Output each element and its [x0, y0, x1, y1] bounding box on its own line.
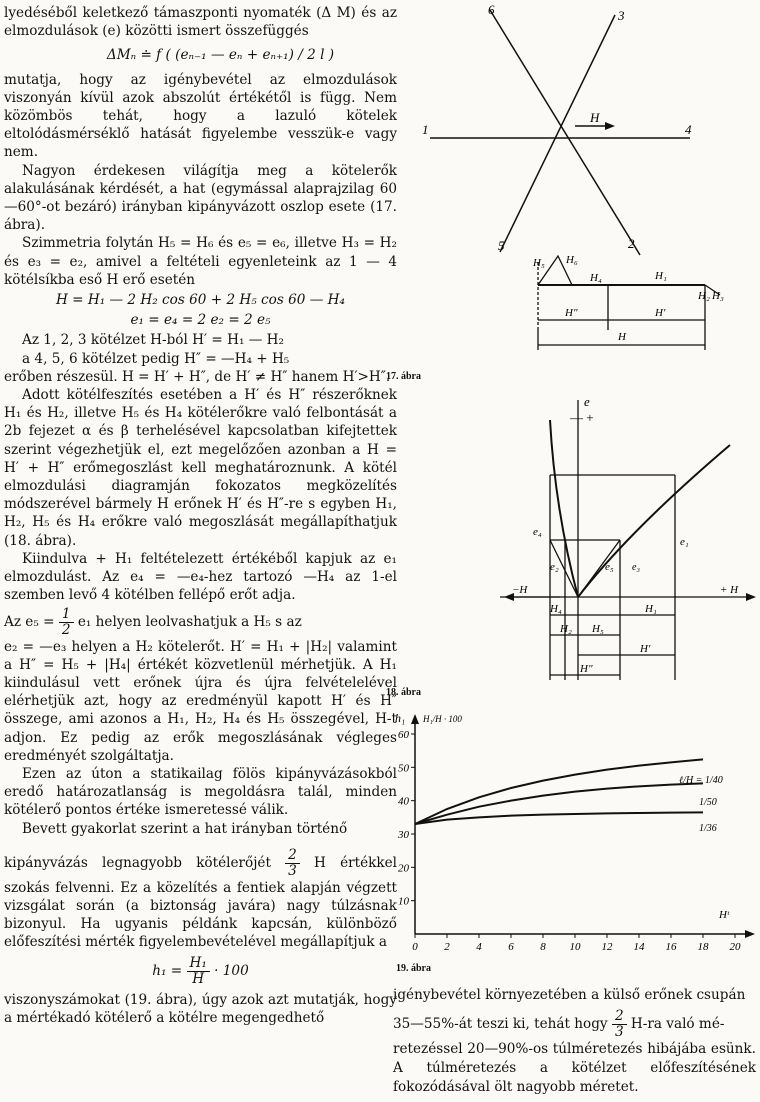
- paragraph-6: a 4, 5, 6 kötélzet pedig H″ = —H₄ + H₅: [22, 350, 290, 367]
- paragraph-13: Bevett gyakorlat szerint a hat irányban történő: [22, 820, 348, 837]
- x-tick-label: 20: [729, 941, 741, 953]
- paragraph-2: mutatja, hogy az igénybevétel az elmozdulások viszonyán kívül azok abszolút értékétől is függ. Nem közömbös tehát, hogy a lazuló kötelek eltolódásmérséklő hatását figyelembe vesszük-e vagy nem.: [4, 71, 397, 161]
- text-span: 35—55%-át teszi ki, tehát hogy: [393, 1016, 608, 1032]
- label-sign: — +: [570, 410, 594, 425]
- x-tick-label: 18: [697, 941, 709, 953]
- label-h4: H₄: [590, 272, 602, 284]
- figure-19-chart: [393, 700, 760, 968]
- right-column-text: [393, 986, 756, 1097]
- equation-h: H = H₁ — 2 H₂ cos 60 + 2 H₅ cos 60 — H₄: [56, 292, 345, 309]
- label-h1: H₁: [645, 603, 657, 615]
- x-tick-label: 10: [569, 941, 581, 953]
- text-span: Az e₅ =: [4, 613, 55, 630]
- right-paragraph-2: [393, 1009, 756, 1040]
- curve-right: [578, 445, 730, 597]
- fraction-two-thirds: [612, 1009, 627, 1040]
- frac-num: H₁: [187, 956, 210, 972]
- paragraph-11: e₂ = —e₃ helyen a H₂ kötelerőt. H′ = H₁ + |H₂| valamint a H″ = H₅ + |H₄| értékét közvetlenül mérhetjük. A H₁ kiindulásul vett erőnek újra és újra felvételelével elérhetjük azt, hogy az eredményül kapott H′ és H″ összege, ami azonos a H₁, H₂, H₄ és H₅ összegével, H-t adjon. Ez pedig az erők megoszlásának végleges eredményét szolgáltatja.: [4, 638, 397, 764]
- equation-e: e₁ = e₄ = 2 e₂ = 2 e₅: [130, 312, 271, 329]
- label-e2: e₂: [550, 561, 559, 573]
- frac-num: 1: [59, 607, 74, 623]
- figure-18: [400, 390, 760, 690]
- x-axis-arrow-icon: [745, 930, 755, 938]
- x-tick-label: 12: [601, 941, 613, 953]
- frac-den: 3: [288, 862, 297, 879]
- label-h-double-prime: H″: [580, 663, 593, 675]
- label-5: 5: [498, 238, 505, 253]
- series-line-3: [415, 812, 703, 824]
- frac-num: 2: [612, 1009, 627, 1025]
- right-paragraph-3: retezéssel 20—90%-os túlméretezés hibájába esünk. A túlméretezés a kötélzet előfeszítésének fokozódásával ölt nagyobb méretet.: [393, 1041, 756, 1095]
- x-tick-label: 2: [444, 941, 450, 953]
- figure-18-caption: 18. ábra: [386, 687, 421, 698]
- arrow-head-icon: [605, 122, 615, 130]
- paragraph-15: viszonyszámokat (19. ábra), úgy azok azt mutatják, hogy a mértékadó kötélerő a kötélre megengedhető: [4, 991, 397, 1026]
- y-axis-arrow-icon: [411, 714, 419, 724]
- label-h-prime: H′: [655, 307, 666, 319]
- label-e5: e₅: [605, 561, 614, 573]
- paragraph-10: [4, 607, 397, 638]
- x-tick-label: 6: [508, 941, 514, 953]
- chart-ylabel: h₁: [395, 711, 406, 725]
- paragraph-12: Ezen az úton a statikailag fölös kipányvázásokból eredő határozatlanság is megoldásra talál, minden kötélerő pontos értéke ismeretessé válik.: [4, 765, 397, 819]
- y-tick-label: 50: [398, 762, 409, 775]
- paragraph-3: Nagyon érdekesen világítja meg a kötelerők alakulásának kérdését, a hat (egymással alaprajzilag 60—60°-ot bezáró) irányban kipányvázott oszlop esete (17. ábra).: [4, 162, 397, 234]
- frac-den: H: [192, 970, 205, 987]
- paragraph-5: Az 1, 2, 3 kötélzet H-ból H′ = H₁ — H₂: [22, 332, 284, 349]
- label-plus-h: + H: [720, 584, 739, 596]
- label-3: 3: [618, 8, 625, 23]
- frac-num: 2: [285, 848, 300, 864]
- x-tick-label: 14: [633, 941, 645, 953]
- chart-xlabel: Hᵗ: [719, 909, 729, 921]
- label-h5: H₅: [533, 257, 545, 269]
- y-tick-label: 30: [398, 829, 409, 841]
- label-h6: H₆: [566, 254, 578, 266]
- label-e: e: [584, 394, 590, 409]
- label-h-prime: H′: [640, 643, 651, 655]
- rope-line-6-2: [490, 10, 640, 255]
- frac-den: 3: [614, 1024, 624, 1040]
- text-span: e₁ helyen leolvashatjuk a H₅ s az: [77, 613, 302, 630]
- equation-delta-m: ΔMₙ ≐ f ( (eₙ₋₁ — eₙ + eₙ₊₁) / 2 l ): [106, 47, 335, 64]
- paragraph-7: erőben részesül. H = H′ + H″, de H′ ≠ H″ hanem H′>H″.: [4, 368, 391, 385]
- text-span: H-ra való mé-: [630, 1016, 725, 1032]
- figure-17-caption: 17. ábra: [386, 371, 421, 382]
- paragraph-1: lyedéséből keletkező támaszponti nyomaték (Δ M) és az elmozdulások (e) közötti ismert összefüggés: [4, 5, 397, 40]
- text-span: kipányvázás legnagyobb kötélerőjét: [4, 854, 271, 871]
- chart-ylabel-frac: H₁/H · 100: [423, 714, 462, 724]
- label-2: 2: [628, 236, 635, 251]
- label-1: 1: [422, 122, 429, 137]
- curve-label-1-50: 1/50: [699, 797, 717, 808]
- label-minus-h: −H: [512, 584, 528, 596]
- label-e3: e₃: [632, 562, 640, 573]
- label-h4: H₄: [550, 603, 562, 615]
- label-4: 4: [685, 122, 692, 137]
- figure-17: [400, 0, 760, 380]
- eq-lhs: h₁ =: [152, 962, 183, 979]
- curve-label-1-40: ℓ/H = 1/40: [679, 775, 723, 786]
- label-e1: e₁: [680, 536, 689, 548]
- label-h-double-prime: H″: [565, 307, 578, 319]
- label-h1: H₁: [655, 270, 667, 282]
- paragraph-8: Adott kötélfeszítés esetében a H′ és H″ részerőknek H₁ és H₂, illetve H₅ és H₄ kötélerőkre való felbontását a 2b fejezet α és β terhelésével kapcsolatban kifejtettek szerint végezhetjük el, ezt megelőzően azonban a H = H′ + H″ erőmegoszlást kell meghatároznunk. A kötél elmozdulási diagramján fokozatos megközelítés módszerével bármely H erőnek H′ és H″-re s egyben H₁, H₂, H₅ és H₄ erőkre való megoszlását megállapíthatjuk (18. ábra).: [4, 387, 397, 549]
- label-h3: H₃: [712, 290, 724, 302]
- text-span: H értékkel szokás felvenni. Ez a közelítés a fentiek alapján végzett vizsgálat során (a biztonság javára) nagy túlzásnak bizonyul. Ha ugyanis példánk kapcsán, különböző előfeszítési mérték figyelembevételével megállapítjuk a: [4, 854, 397, 951]
- fraction-two-thirds: [285, 848, 300, 879]
- label-h: H: [590, 110, 600, 125]
- label-h5: H₅: [592, 623, 604, 635]
- figure-19-caption: 19. ábra: [396, 963, 431, 974]
- x-tick-label: 0: [412, 941, 418, 953]
- label-e4: e₄: [533, 526, 542, 538]
- y-tick-label: 60: [398, 729, 409, 741]
- paragraph-4: Szimmetria folytán H₅ = H₆ és e₅ = e₆, illetve H₃ = H₂ és e₃ = e₂, amivel a feltételi egyenleteink az 1 — 4 kötélsíkba eső H erő esetén: [4, 235, 397, 288]
- y-tick-label: 40: [398, 795, 409, 808]
- label-h2: H₂: [560, 623, 572, 635]
- fraction-h1-h: [187, 956, 210, 987]
- chart-series: [415, 759, 703, 824]
- x-tick-label: 4: [476, 941, 482, 953]
- rope-line-3-5: [500, 15, 615, 252]
- fraction-half: [59, 607, 74, 638]
- curve-label-1-36: 1/36: [699, 823, 717, 834]
- x-tick-label: 8: [540, 941, 546, 953]
- label-h2: H₂: [698, 290, 710, 302]
- left-column: [4, 4, 397, 1027]
- paragraph-9: Kiindulva + H₁ feltételezett értékéből kapjuk az e₁ elmozdulást. Az e₄ = —e₄-hez tartozó —H₄ az 1-el szemben levő 4 kötélben fellépő erőt adja.: [4, 550, 397, 604]
- y-tick-label: 20: [398, 862, 409, 875]
- y-tick-label: 10: [398, 895, 409, 908]
- equation-h1: [4, 956, 397, 987]
- x-tick-label: 16: [665, 941, 677, 953]
- label-6: 6: [488, 2, 495, 17]
- arrow-head-right-icon: [746, 593, 756, 601]
- eq-rhs: · 100: [214, 962, 249, 979]
- label-h-total: H: [618, 331, 626, 343]
- frac-den: 2: [61, 621, 71, 638]
- paragraph-14: [4, 848, 397, 952]
- right-paragraph-1: igénybevétel környezetében a külső erőnek csupán: [393, 987, 746, 1003]
